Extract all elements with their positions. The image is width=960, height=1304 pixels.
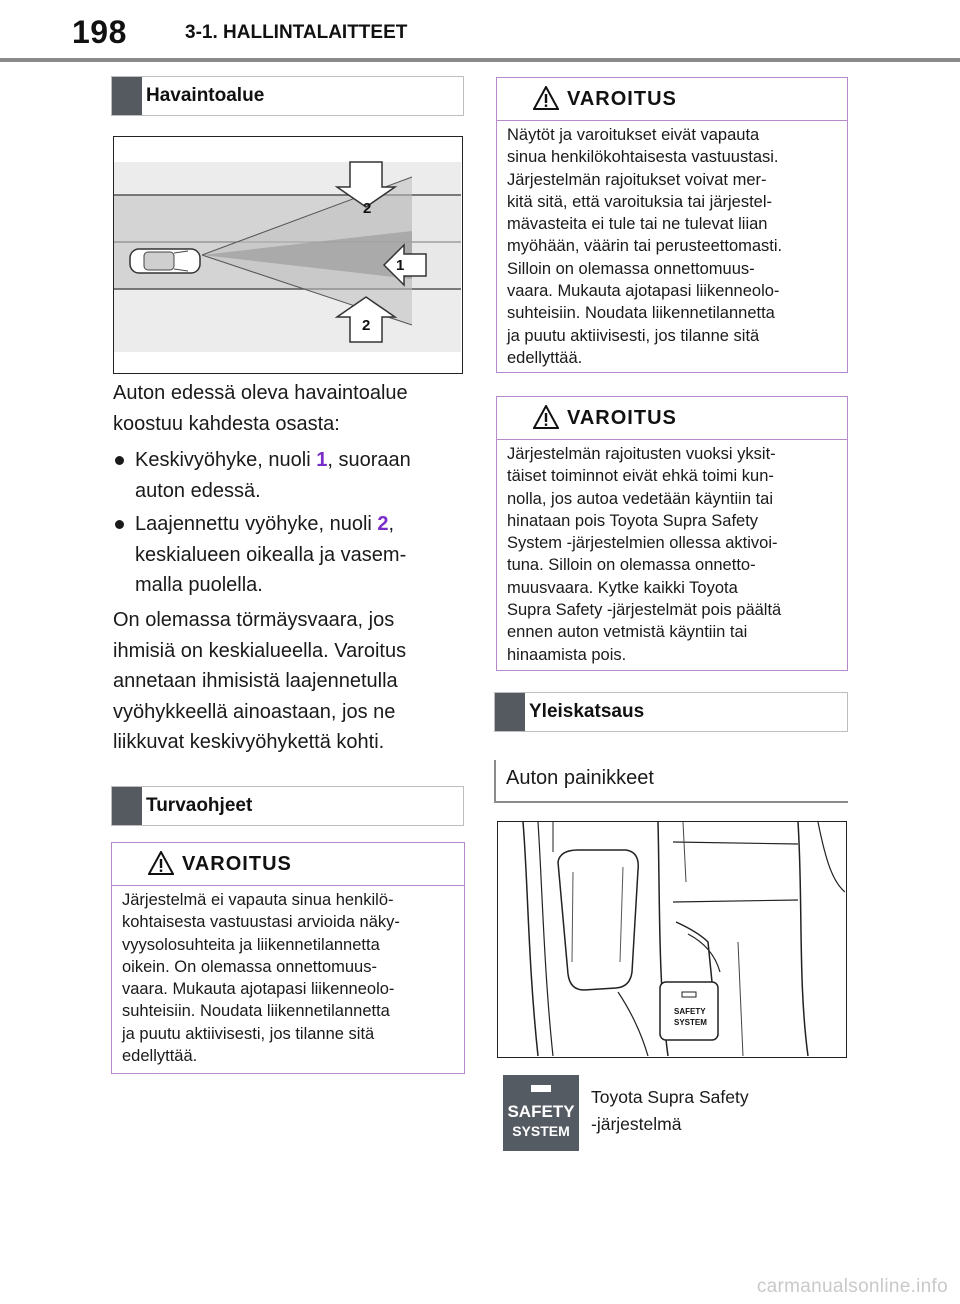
car-icon — [130, 249, 200, 273]
safety-button-top-text: SAFETY — [674, 1007, 706, 1016]
safety-button-bottom-text: SYSTEM — [674, 1018, 707, 1027]
warning-title: VAROITUS — [182, 853, 292, 875]
warning-line: kitä sitä, että varoituksia tai järjestel- — [507, 192, 773, 211]
safety-system-button-icon — [503, 1075, 579, 1151]
warning-line: hinataan pois Toyota Supra Safety — [507, 511, 759, 530]
warning-line: edellyttää. — [507, 348, 583, 367]
caption-line: -järjestelmä — [591, 1114, 682, 1134]
warning-line: tuna. Silloin on olemassa onnetto- — [507, 556, 756, 575]
subhead-car-buttons: Auton painikkeet — [506, 767, 654, 789]
bullet-text: auton edessä. — [135, 479, 261, 502]
warning-triangle-icon — [533, 405, 559, 429]
arrow-ref-1: 1 — [316, 449, 328, 471]
para-line: On olemassa törmäysvaara, jos — [113, 609, 395, 631]
safety-icon-bottom-text: SYSTEM — [512, 1123, 570, 1139]
section-head-havaintoalue — [111, 76, 464, 116]
warning-title: VAROITUS — [567, 88, 677, 110]
bullet-dot — [115, 456, 124, 465]
chapter-title: 3-1. HALLINTALAITTEET — [185, 22, 408, 43]
warning-line: sinua henkilökohtaisesta vastuustasi. — [507, 148, 779, 167]
warning-triangle-icon — [148, 851, 174, 875]
para-line: ihmisiä on keskialueella. Varoitus — [113, 639, 407, 662]
bullet-text: Keskivyöhyke, nuoli — [135, 449, 317, 471]
safety-button-led — [682, 992, 696, 997]
warning-box-right-1 — [496, 77, 848, 373]
section-head-yleiskatsaus — [494, 692, 848, 732]
caption-line: Toyota Supra Safety — [591, 1087, 749, 1107]
subhead-rule-vertical — [494, 760, 496, 802]
bullet-center-zone — [135, 445, 411, 506]
warning-header — [112, 843, 464, 886]
intro-paragraph — [113, 378, 408, 439]
arrow-ref-2: 2 — [377, 513, 389, 535]
section-title: Turvaohjeet — [146, 795, 253, 816]
warning-line: oikein. On olemassa onnettomuus- — [122, 957, 377, 976]
warning-box-left — [111, 842, 465, 1074]
section-title: Havaintoalue — [146, 85, 265, 106]
intro-line: koostuu kahdesta osasta: — [113, 412, 340, 435]
warning-header — [497, 78, 847, 121]
arrow-2-bottom-label: 2 — [362, 317, 371, 334]
detection-area-diagram — [114, 137, 461, 372]
section-tab — [112, 77, 142, 115]
warning-line: vaara. Mukauta ajotapasi liikenneolo- — [507, 282, 780, 301]
warning-box-right-2 — [496, 396, 848, 671]
intro-line: Auton edessä oleva havaintoalue — [113, 382, 408, 404]
detection-area-figure — [113, 136, 463, 374]
warning-line: Järjestelmän rajoitusten vuoksi yksit- — [507, 445, 776, 463]
header-rule — [0, 58, 960, 62]
warning-line: vaara. Mukauta ajotapasi liikenneolo- — [122, 980, 395, 999]
warning-text — [122, 889, 456, 1067]
para-line: annetaan ihmisistä laajennetulla — [113, 670, 398, 692]
warning-triangle-icon — [533, 86, 559, 110]
warning-line: ja puutu aktiivisesti, jos tilanne sitä — [122, 1024, 375, 1043]
warning-title: VAROITUS — [567, 407, 677, 429]
warning-line: muusvaara. Kytke kaikki Toyota — [507, 578, 738, 597]
para-line: vyöhykkeellä ainoastaan, jos ne — [113, 700, 396, 723]
section-tab — [112, 787, 142, 825]
warning-line: Supra Safety -järjestelmät pois päältä — [507, 601, 782, 620]
warning-line: vyysolosuhteita ja liikennetilannetta — [122, 935, 380, 954]
warning-line: Järjestelmän rajoitukset voivat mer- — [507, 170, 767, 189]
bullet-text: malla puolella. — [135, 574, 263, 596]
warning-line: suhteisiin. Noudata liikennetilannetta — [122, 1002, 390, 1021]
warning-line: mävasteita ei tule tai ne tulevat liian — [507, 215, 768, 234]
warning-line: ennen auton vetmistä käyntiin tai — [507, 623, 748, 642]
safety-icon-top-text: SAFETY — [507, 1102, 575, 1121]
warning-text — [507, 443, 839, 666]
console-figure — [497, 821, 847, 1058]
para-line: liikkuvat keskivyöhykettä kohti. — [113, 731, 385, 753]
bullet-text: keskialueen oikealla ja vasem- — [135, 543, 407, 566]
warning-line: Näytöt ja varoitukset eivät vapauta — [507, 126, 760, 144]
warning-line: myöhään, väärin tai perusteettomasti. — [507, 237, 783, 256]
warning-line: Järjestelmä ei vapauta sinua henkilö- — [122, 891, 394, 909]
warning-line: hinaamista pois. — [507, 645, 627, 664]
warning-line: System -järjestelmien ollessa aktivoi- — [507, 534, 778, 553]
arrow-2-top-label: 2 — [363, 200, 372, 217]
warning-line: edellyttää. — [122, 1047, 198, 1066]
warning-line: suhteisiin. Noudata liikennetilannetta — [507, 304, 775, 323]
warning-header — [497, 397, 847, 440]
warning-text — [507, 124, 839, 369]
safety-system-icon — [503, 1075, 579, 1151]
warning-line: täiset toiminnot eivät ehkä toimi kun- — [507, 467, 774, 486]
page-number: 198 — [72, 14, 127, 50]
warning-line: nolla, jos autoa vedetään käyntiin tai — [507, 489, 774, 508]
warning-line: Silloin on olemassa onnettomuus- — [507, 259, 755, 278]
bullet-text: , — [388, 513, 395, 535]
section-head-turvaohjeet — [111, 786, 464, 826]
bullet-wide-zone — [135, 509, 406, 601]
watermark: carmanualsonline.info — [756, 1276, 948, 1297]
console-illustration — [498, 822, 845, 1056]
bullet-text: Laajennettu vyöhyke, nuoli — [135, 513, 378, 535]
bullet-text: , suoraan — [327, 449, 411, 471]
collision-paragraph — [113, 605, 406, 758]
arrow-1-label: 1 — [396, 257, 405, 274]
warning-line: kohtaisesta vastuustasi arvioida näky- — [122, 913, 400, 932]
section-title: Yleiskatsaus — [529, 701, 645, 722]
subhead-rule-horizontal — [494, 801, 848, 803]
warning-line: ja puutu aktiivisesti, jos tilanne sitä — [507, 326, 760, 345]
section-tab — [495, 693, 525, 731]
safety-caption — [591, 1084, 749, 1138]
bullet-dot — [115, 520, 124, 529]
